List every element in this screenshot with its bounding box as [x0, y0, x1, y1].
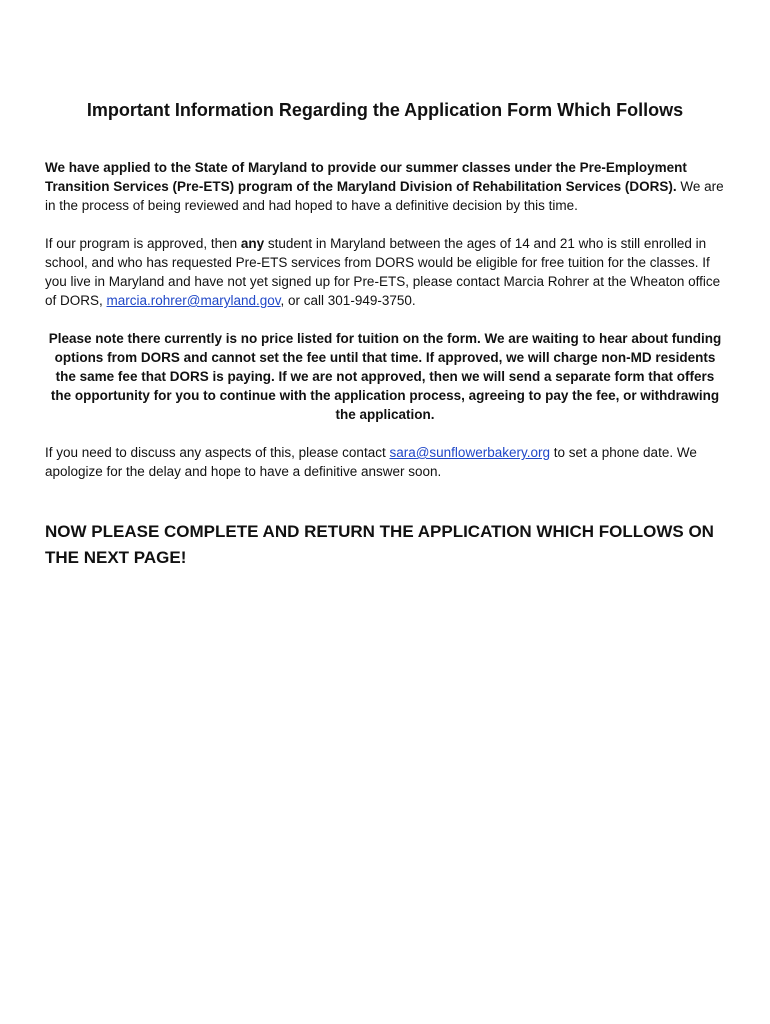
sara-email-link[interactable]: sara@sunflowerbakery.org [389, 445, 550, 460]
paragraph-application-status-text: We are in the process of being reviewed and had hoped to have a definitive decision by this time. [45, 179, 724, 213]
eligibility-text-start: If our program is approved, then [45, 236, 241, 251]
contact-text-end: to set a phone date. We apologize for the delay and hope to have a definitive answer soon. [45, 445, 697, 479]
paragraph-program-eligibility [45, 234, 725, 310]
paragraph-tuition-note: Please note there currently is no price listed for tuition on the form. We are waiting to hear about funding options from DORS and cannot set the fee until that time. If approved, we will charge non-MD residents the same fee that DORS is paying. If we are not approved, then we will send a separate form that offers the opportunity for you to continue with the application process, agreeing to pay the fee, or withdrawing the application. [48, 331, 722, 422]
paragraph-contact [45, 443, 725, 481]
eligibility-text-middle: student in Maryland between the ages of 14 and 21 who is still enrolled in school, and who has requested Pre-ETS services from DORS would be eligible for free tuition for the classes. If you live in Maryland and have not yet signed up for Pre-ETS, please contact Marcia Rohrer at the Wheaton office of DORS, [45, 236, 721, 308]
call-to-action-heading: NOW PLEASE COMPLETE AND RETURN THE APPLICATION WHICH FOLLOWS ON THE NEXT PAGE! [45, 522, 714, 567]
marcia-email-link[interactable]: marcia.rohrer@maryland.gov [106, 293, 281, 308]
paragraph-application-status [45, 158, 725, 215]
eligibility-text-end: , or call 301-949-3750. [280, 293, 416, 308]
page-title: Important Information Regarding the Application Form Which Follows [86, 100, 684, 120]
document-page [45, 96, 725, 571]
eligibility-any-emphasis: any [240, 236, 265, 251]
contact-text-start: If you need to discuss any aspects of this, please contact [45, 445, 390, 460]
paragraph-application-status-bold: We have applied to the State of Maryland to provide our summer classes under the Pre-Employment Transition Services (Pre-ETS) program of the Maryland Division of Rehabilitation Services (DORS). [45, 160, 687, 194]
